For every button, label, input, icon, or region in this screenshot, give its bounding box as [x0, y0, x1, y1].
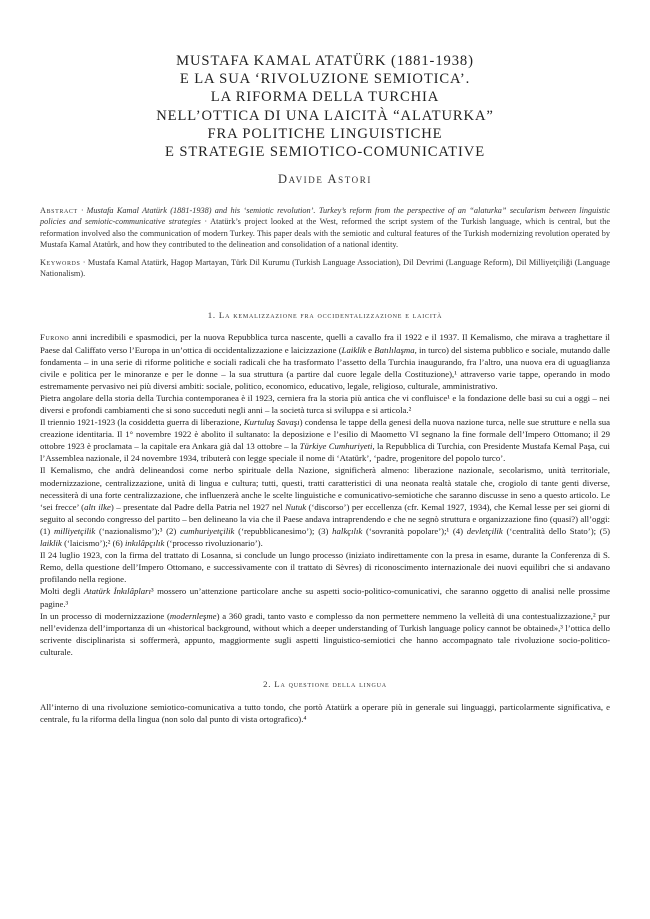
text-run: e — [365, 344, 375, 355]
title-line: LA RIFORMA DELLA TURCHIA — [210, 89, 440, 106]
section-2-body — [40, 701, 610, 725]
italic-term: Batılılaşma — [374, 344, 415, 355]
italic-term: milliyetçilik — [53, 525, 96, 536]
title-line: FRA POLITICHE LINGUISTICHE — [207, 125, 443, 142]
keywords-label: Keywords — [40, 258, 81, 268]
paragraph — [40, 585, 610, 609]
title-line: MUSTAFA KAMAL ATATÜRK (1881-1938) — [176, 53, 474, 69]
italic-term: Kurtuluş Savaşı — [243, 417, 300, 428]
article-title — [40, 52, 610, 187]
abstract-text: · Atatürk’s project looked at the West, reformed the script system of the Turkish language, which is central, but the reformation involved also the communication of modern Turkey. This paper deals with the semiotic and cultural features of the Turkish modernizing revolution operated by Mustafa Kamal Atatürk, and how they contributed to the delineation and consolidation of a national identity. — [40, 217, 610, 249]
section-1-heading: 1. La kemalizzazione fra occidentalizzazione e laicità — [207, 310, 443, 321]
text-run: (‘sovranità popolare’);¹ (4) — [362, 525, 467, 536]
title-line: NELL’OTTICA DI UNA LAICITÀ “ALATURKA” — [156, 107, 494, 124]
italic-term: modernleşme — [169, 610, 217, 621]
text-run: (‘nazionalismo’);³ (2) — [95, 525, 181, 536]
text-run: Molti degli — [40, 586, 84, 597]
italic-term: Laiklik — [341, 344, 366, 355]
paragraph: Il 24 luglio 1923, con la firma del trattato di Losanna, si conclude un lungo processo (iniziato indirettamente con la presa in esame, durante la Conferenza di S. Remo, della questione dell’Impero Ottomano, e successivamente con il trattato di Sèvres) di riconoscimento internazionale dei nuovi equilibri che si andavano profilando nella regione. — [40, 550, 610, 585]
italic-term: altı ilke — [84, 501, 111, 512]
text-run: ) a 360 gradi, tanto vasto e complesso da non permettere nemmeno la velleità di una contestualizzazione,² pur nell’evidenza dell’importanza di un «historical background, without which a deeper understanding of Turkish language policy cannot be obtained»,³ l’ottica dello scrivente disciplinarista si soffermerà, appunto, maggiormente sugli aspetti linguistico-semiotici che hanno accompagnato tale rivoluzione socio-politico-culturale. — [40, 610, 611, 657]
text-run: ) – presentate dal Padre della Patria nel 1927 nel — [110, 501, 286, 512]
italic-term: Türkiye Cumhuriyeti — [299, 441, 373, 452]
abstract — [40, 205, 610, 250]
title-line: E LA SUA ‘RIVOLUZIONE SEMIOTICA’. — [179, 71, 471, 88]
text-run: , in turco) del sistema pubblico e sociale, mutando dalle fondamenta – in una serie di riforme politiche e sociali radicali che ha trasformato l’assetto della Turchia inaugurando, fra l’altro, una nuova era di uguaglianza civile e politica per le minoranze e per le donne – la sua struttura (a partire dal cuore legale della Costituzione),¹ attraverso varie tappe, operando in modo estremamente pervasivo nei più diversi ambiti: sociale, politico, economico, educativo, legale, religioso, culturale, amministrativo. — [40, 344, 611, 391]
text-run: (‘processo rivoluzionario’). — [164, 538, 263, 549]
section-1-body — [40, 331, 610, 658]
text-run: , la Repubblica di Turchia, con Presidente Mustafa Kemal Paşa, cui l’Assemblea nazionale, il 24 novembre 1934, tributerà con legge speciale il nome di ‘Atatürk’, ‘padre, progenitore del popolo turco’. — [40, 441, 610, 464]
lead-word: Furono — [40, 332, 70, 343]
text-run: (‘repubblicanesimo’); (3) — [234, 525, 333, 536]
keywords — [40, 257, 610, 279]
text-run: ) condensa le tappe della genesi della nuova nazione turca, nelle sue strutture e nella sua creazione identitaria. Il 1° novembre 1922 è abolito il sultanato: la deposizione e l’esilio di Maometto VI segnano la fine formale dell’Impero Ottomano; il 29 ottobre 1923 è proclamata – la capitale era Ankara già dal 13 ottobre – la — [40, 417, 610, 452]
section-2-heading: 2. La questione della lingua — [263, 678, 387, 689]
italic-term: Nutuk — [285, 501, 307, 512]
italic-term: cumhuriyetçilik — [180, 525, 235, 536]
text-run: In un processo di modernizzazione ( — [40, 610, 170, 621]
italic-term: devletçilik — [466, 525, 503, 536]
paragraph — [40, 331, 610, 391]
text-run: (‘discorso’) per eccellenza (cfr. Kemal 1927, 1934), che Kemal lesse per sei giorni di seguito al secondo congresso del partito – ben delineano la via che il Paese andava intraprendendo e che ne segnò struttura e organizzazione fino (quasi?) all’oggi: (1) — [40, 501, 610, 536]
text-run: Il Kemalismo, che andrà delineandosi come nerbo spirituale della Nazione, significherà almeno: liberazione nazionale, secolarismo, unità territoriale, modernizzazione, centralizzazione, unità di lingua e cultura; tutti, questi, tratti caratteristici di una neonata realtà statale che, crogiolo di tante genti diverse, necessiterà di una forte centralizzazione, che influenzerà anche le scelte linguistiche e comunicativo-semiotiche che saranno discusse in seno a questo articolo. Le ‘sei frecce’ ( — [40, 465, 610, 512]
abstract-title: · Mustafa Kamal Atatürk (1881-1938) and his ‘semiotic revolution’. Turkey’s reform from the perspective of an “alaturka” secularism between linguistic policies and semiotic-communicative strategies — [40, 206, 610, 227]
italic-term: inkılâpçılık — [125, 538, 165, 549]
text-run: (‘centralità dello Stato’); (5) — [502, 525, 610, 536]
text-run: ³ mossero un’attenzione particolare anche su aspetti socio-politico-comunicativi, che saranno oggetto di analisi nelle prossime pagine.³ — [40, 586, 610, 609]
paragraph — [40, 610, 610, 658]
paragraph — [40, 464, 610, 549]
paragraph — [40, 416, 610, 464]
author-name: Davide Astori — [278, 172, 372, 187]
abstract-label: Abstract — [40, 206, 78, 216]
title-line: E STRATEGIE SEMIOTICO-COMUNICATIVE — [164, 144, 486, 161]
keywords-text: · Mustafa Kamal Atatürk, Hagop Martayan, Türk Dil Kurumu (Turkish Language Association), Dil Devrimi (Language Reform), Dil Milliyetçiliği (Language Nationalism). — [40, 258, 610, 279]
italic-term: laiklik — [40, 538, 62, 549]
italic-term: Atatürk İnkılâpları — [83, 586, 152, 597]
paragraph: Pietra angolare della storia della Turchia contemporanea è il 1923, cerniera fra la storia più antica che vi confluisce¹ e la fondazione delle basi su cui a oggi – nei diversi e profondi cambiamenti che si sono succeduti negli anni – la società turca si sviluppa e si articola.² — [40, 392, 610, 415]
text-run: (‘laicismo’);² (6) — [61, 538, 125, 549]
italic-term: halkçılık — [332, 525, 363, 536]
text-run: anni incredibili e spasmodici, per la nuova Repubblica turca nascente, quelli a cavallo fra il 1922 e il 1937. Il Kemalismo, che mirava a traghettare il Paese dal Califfato verso l’Europa in un’ottica di occidentalizzazione e laicizzazione ( — [40, 332, 610, 355]
text-run: Il triennio 1921-1923 (la cosiddetta guerra di liberazione, — [40, 417, 244, 428]
paragraph: All’interno di una rivoluzione semiotico-comunicativa a tutto tondo, che portò Atatürk a operare più in generale sui linguaggi, particolarmente significativa, e centrale, fu la riforma della lingua (non solo dal punto di vista ortografico).⁴ — [40, 701, 610, 725]
